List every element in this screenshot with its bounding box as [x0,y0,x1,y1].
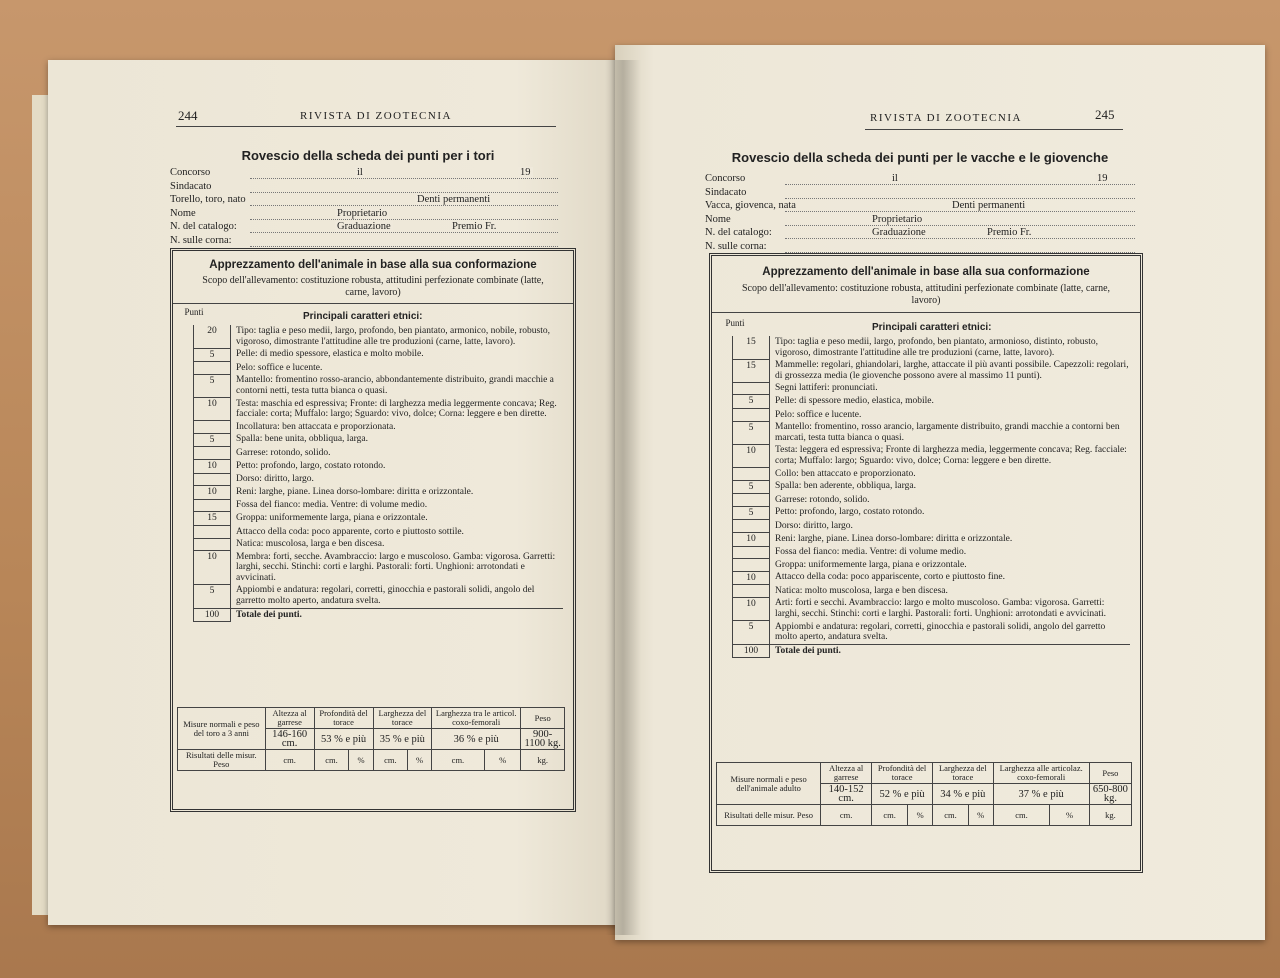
points-margin [718,559,733,572]
measures-value: 53 % e più [314,729,373,750]
left-score-box [170,248,576,812]
right-criteria-table [718,336,1130,658]
criteria-text: Collo: ben attaccato e proporzionato. [775,468,916,479]
points-margin [179,433,194,447]
criteria-text: Groppa: uniformemente larga, piana e orizzontale. [775,559,967,570]
points-value [194,473,231,486]
measures-unit: cm. [993,805,1050,826]
points-margin [179,512,194,526]
measures-value: 140-152 cm. [821,784,872,805]
left-col-caratteri: Principali caratteri etnici: [303,311,423,322]
points-margin [179,348,194,362]
measures-header: Profondità del torace [872,763,933,784]
criteria-text: Petto: profondo, largo, costato rotondo. [775,507,925,518]
measures-value: 34 % e più [933,784,993,805]
measures-unit: % [349,750,373,771]
criteria-text: Appiombi e andatura: regolari, corretti, ginocchia e pastorali solidi, angolo del garretto molto aperto, andatura svelta. [236,585,535,607]
form-mid-label: Graduazione [872,227,926,238]
points-value: 5 [733,480,770,494]
points-margin [179,538,194,551]
criteria-row [179,348,563,362]
form-right-label: Denti permanenti [952,200,1026,211]
points-value: 5 [733,506,770,520]
criteria-text: Pelle: di spessore medio, elastica, mobile. [775,395,934,406]
points-margin [179,460,194,474]
measures-header-row [717,763,1132,784]
criteria-text: Spalla: bene unita, obbliqua, larga. [236,434,368,445]
form-dotted-line [785,184,1135,185]
points-margin [718,421,733,444]
criteria-row [179,473,563,486]
measures-value: 36 % e più [432,729,521,750]
form-label: Vacca, giovenca, nata [705,200,796,211]
criteria-text: Mantello: fromentino rosso-arancio, abbondantemente distribuito, grandi macchie a contorni netti, testa tutta bianca o quasi. [236,375,554,396]
form-mid-label: Graduazione [337,221,391,232]
points-value: 10 [733,571,770,585]
measures-value: 650-800 kg. [1089,784,1131,805]
criteria-text: Dorso: diritto, largo. [236,474,314,485]
points-value: 10 [194,398,231,421]
form-label: Nome [170,207,196,219]
points-margin [718,644,733,658]
points-value [194,538,231,551]
header-rule [176,126,556,127]
points-value: 5 [194,348,231,362]
form-dotted-line [250,178,558,179]
measures-header: Larghezza del torace [373,708,431,729]
points-margin [718,585,733,598]
form-mid-label: Proprietario [337,207,388,219]
header-rule [865,129,1123,130]
criteria-row [718,520,1130,533]
form-year-label: 19 [520,167,531,178]
right-page-number: 245 [1095,107,1115,122]
measures-header: Altezza al garrese [821,763,872,784]
criteria-text: Spalla: ben aderente, obbliqua, larga. [775,481,916,492]
points-margin [179,608,194,622]
criteria-row [718,597,1130,620]
points-margin [179,473,194,486]
right-box-title: Apprezzamento dell'animale in base alla sua conformazione [762,266,1090,278]
points-margin [718,533,733,547]
form-dotted-line [785,225,1135,226]
criteria-row [718,585,1130,598]
form-dotted-line [785,238,1135,239]
points-value: 5 [194,374,231,397]
criteria-row [718,621,1130,645]
criteria-text: Petto: profondo, largo, costato rotondo. [236,460,386,471]
points-margin [179,551,194,585]
form-dotted-line [250,192,558,193]
open-book [30,40,1262,945]
points-value [733,382,770,395]
criteria-text: Segni lattiferi: pronunciati. [775,383,878,394]
points-value: 15 [733,336,770,359]
points-value: 15 [194,512,231,526]
criteria-text: Appiombi e andatura: regolari, corretti, ginocchia e pastorali solidi, angolo del garretto molto aperto, andatura svelta. [775,621,1106,643]
points-value: 10 [194,460,231,474]
form-dotted-line [250,219,558,220]
criteria-text: Testa: leggera ed espressiva; Fronte di larghezza media, leggermente concava; Reg. facciale: corta; Muffalo: largo; Sguardo: vivo, dolce; Corna: leggere e ben dirette. [775,445,1127,466]
points-margin [718,571,733,585]
criteria-row [179,362,563,375]
points-margin [718,506,733,520]
criteria-row [179,421,563,434]
left-box-title: Apprezzamento dell'animale in base alla sua conformazione [209,259,537,271]
criteria-text: Groppa: uniformemente larga, piana e orizzontale. [236,512,428,523]
form-mid-label: il [357,167,363,178]
criteria-text: Totale dei punti. [231,608,564,622]
points-value: 10 [194,551,231,585]
right-col-punti: Punti [725,318,745,328]
criteria-text: Fossa del fianco: media. Ventre: di volume medio. [236,500,428,511]
right-page [615,45,1265,940]
points-margin [179,398,194,421]
points-value [194,526,231,539]
points-value: 10 [733,444,770,467]
points-margin [179,374,194,397]
points-margin [718,480,733,494]
criteria-text: Natica: muscolosa, larga e ben discesa. [236,539,385,550]
criteria-text: Dorso: diritto, largo. [775,520,853,531]
points-value: 15 [733,359,770,382]
measures-results-row [717,805,1132,826]
criteria-row [718,494,1130,507]
points-margin [718,382,733,395]
points-margin [179,584,194,608]
criteria-text: Arti: forti e secchi. Avambraccio: largo e molto muscoloso. Gamba: vigorosa. Garretti: larghi, secchi. Stinchi: corti e larghi. Pastorali: forti. Unghioni: arrotondati e avvicinati. [775,598,1107,620]
measures-unit: cm. [432,750,485,771]
form-label: N. sulle corna: [705,240,767,252]
measures-unit: cm. [265,750,314,771]
form-year-label: 19 [1097,173,1108,184]
points-value: 10 [733,533,770,547]
criteria-row [179,499,563,512]
criteria-row [718,480,1130,494]
form-label: N. del catalogo: [170,221,237,232]
points-value [733,468,770,481]
points-value: 5 [194,433,231,447]
measures-value: 146-160 cm. [265,729,314,750]
criteria-row [179,433,563,447]
measures-unit: % [968,805,993,826]
criteria-row [718,382,1130,395]
points-margin [718,546,733,559]
criteria-row [718,506,1130,520]
criteria-text: Tipo: taglia e peso medii, largo, profondo, ben piantato, armonico, nobile, robusto, vigoroso, dimostrante l'attitudine alle tre produzioni (carne, latte, lavoro). [236,326,550,347]
measures-unit: % [484,750,521,771]
form-label: Torello, toro, nato [170,194,246,205]
points-value [733,559,770,572]
measures-unit: % [408,750,432,771]
points-margin [179,526,194,539]
form-label: Sindacato [705,186,747,198]
measures-unit: kg. [521,750,565,771]
criteria-row [718,336,1130,359]
points-value [194,447,231,460]
points-margin [179,499,194,512]
form-dotted-line [785,211,1135,212]
criteria-row [179,486,563,500]
form-label: Concorso [705,173,746,184]
points-value: 5 [733,621,770,645]
measures-result-label: Risultati delle misur. Peso [717,805,821,826]
measures-header: Altezza al garrese [265,708,314,729]
points-value [194,421,231,434]
measures-unit: cm. [933,805,969,826]
measures-unit: % [1050,805,1089,826]
form-mid-label: il [892,173,898,184]
measures-unit: cm. [821,805,872,826]
points-value: 10 [194,486,231,500]
points-margin [718,409,733,422]
right-title: Rovescio della scheda dei punti per le vacche e le giovenche [731,150,1109,165]
criteria-row [179,325,563,348]
left-col-punti: Punti [184,307,204,317]
points-margin [718,359,733,382]
measures-unit: kg. [1089,805,1131,826]
points-value [194,362,231,375]
points-margin [179,325,194,348]
measures-header: Larghezza del torace [933,763,993,784]
left-box-subtitle: Scopo dell'allevamento: costituzione robusta, attitudini perfezionate combinate (latte, carne, lavoro) [202,275,544,298]
criteria-row [718,644,1130,658]
measures-header: Larghezza tra le articol. coxo-femorali [432,708,521,729]
measures-value: 35 % e più [373,729,431,750]
measures-results-row [178,750,565,771]
right-box-subtitle: Scopo dell'allevamento: costituzione robusta, attitudini perfezionate combinate (latte, carne, lavoro) [741,283,1111,306]
criteria-row [179,608,563,622]
criteria-row [718,444,1130,467]
right-col-caratteri: Principali caratteri etnici: [872,322,992,333]
points-margin [718,444,733,467]
points-margin [718,621,733,645]
left-criteria-table [179,325,563,622]
left-page-number: 244 [178,108,198,123]
points-value: 100 [194,608,231,622]
points-margin [718,336,733,359]
criteria-text: Testa: maschia ed espressiva; Fronte: di larghezza media leggermente concava; Reg. facciale: corta; Muffalo: largo; Sguardo: vivo, dolce; Corna: leggere e ben dirette. [236,398,557,420]
points-margin [179,486,194,500]
criteria-text: Totale dei punti. [770,644,1131,658]
points-value [733,494,770,507]
form-dotted-line [250,246,558,247]
right-running-head: RIVISTA DI ZOOTECNIA [870,112,1022,124]
points-value: 100 [733,644,770,658]
criteria-text: Mammelle: regolari, ghiandolari, larghe, attaccate il più avanti possibile. Capezzoli: regolari, di grossezza media (le giovenche possono avere al massimo 11 punti). [775,360,1129,381]
measures-value: 900-1100 kg. [521,729,565,750]
measures-value: 52 % e più [872,784,933,805]
criteria-text: Garrese: rotondo, solido. [236,447,331,458]
criteria-text: Pelo: soffice e lucente. [775,409,862,420]
left-running-head: RIVISTA DI ZOOTECNIA [300,110,452,122]
criteria-text: Incollatura: ben attaccata e proporzionata. [236,421,396,432]
form-dotted-line [250,232,558,233]
form-right-label: Premio Fr. [987,227,1032,238]
points-value [733,520,770,533]
criteria-row [179,398,563,421]
criteria-row [179,584,563,608]
criteria-text: Reni: larghe, piane. Linea dorso-lombare: diritta e orizzontale. [775,533,1013,544]
criteria-row [718,421,1130,444]
points-margin [179,421,194,434]
points-margin [718,395,733,409]
form-mid-label: Proprietario [872,213,923,225]
form-right-label: Denti permanenti [417,194,491,205]
criteria-text: Attacco della coda: poco apparente, corto e piuttosto sottile. [236,526,464,537]
measures-result-label: Risultati delle misur. Peso [178,750,266,771]
book-spine-shadow [605,60,641,935]
criteria-text: Reni: larghe, piane. Linea dorso-lombare: diritta e orizzontale. [236,486,474,497]
measures-row-label: Misure normali e peso del toro a 3 anni [178,708,266,750]
points-margin [179,447,194,460]
points-margin [718,494,733,507]
criteria-row [179,538,563,551]
points-value: 20 [194,325,231,348]
right-measures-table [716,762,1132,826]
criteria-row [718,533,1130,547]
criteria-text: Tipo: taglia e peso medii, largo, profondo, ben piantato, armonioso, distinto, robusto, vigoroso, dimostrante l'attitudine alle tre produzioni (carne, latte, lavoro). [775,337,1098,358]
criteria-text: Pelo: soffice e lucente. [236,362,323,373]
criteria-text: Mantello: fromentino, rosso arancio, largamente distribuito, grandi macchie a contorni ben marcati, testa tutta bianca o quasi. [775,422,1120,443]
criteria-row [179,374,563,397]
form-label: Concorso [170,167,211,178]
form-label: N. del catalogo: [705,227,772,238]
criteria-row [179,526,563,539]
criteria-text: Garrese: rotondo, solido. [775,494,870,505]
criteria-text: Pelle: di medio spessore, elastica e molto mobile. [236,349,424,360]
criteria-text: Natica: molto muscolosa, larga e ben discesa. [775,585,948,596]
measures-value: 37 % e più [993,784,1089,805]
measures-unit: cm. [314,750,349,771]
form-label: N. sulle corna: [170,234,232,246]
criteria-row [718,409,1130,422]
measures-header: Profondità del torace [314,708,373,729]
form-label: Nome [705,213,731,225]
criteria-text: Membra: forti, secche. Avambraccio: largo e muscoloso. Gamba: vigorosa. Garretti: larghi, secchi. Stinchi: corti e larghi. Pastorali: forti. Unghioni: arrotondati e avvicinati. [236,551,556,583]
measures-row-label: Misure normali e peso dell'animale adulto [717,763,821,805]
left-title: Rovescio della scheda dei punti per i tori [241,148,495,163]
points-value [733,585,770,598]
points-margin [179,362,194,375]
form-dotted-line [250,205,558,206]
form-label: Sindacato [170,180,212,192]
points-value [194,499,231,512]
criteria-row [718,571,1130,585]
points-margin [718,597,733,620]
criteria-row [179,460,563,474]
criteria-row [179,512,563,526]
measures-header-row [178,708,565,729]
left-page [48,60,633,925]
points-margin [718,520,733,533]
measures-unit: cm. [872,805,908,826]
criteria-row [179,447,563,460]
criteria-text: Fossa del fianco: media. Ventre: di volume medio. [775,547,967,558]
criteria-row [718,395,1130,409]
measures-header: Larghezza alle articolaz. coxo-femorali [993,763,1089,784]
criteria-row [718,359,1130,382]
points-value: 5 [194,584,231,608]
points-value: 5 [733,421,770,444]
form-right-label: Premio Fr. [452,221,497,232]
right-score-box [709,253,1143,873]
criteria-row [718,468,1130,481]
form-dotted-line [785,198,1135,199]
points-value [733,409,770,422]
criteria-row [718,559,1130,572]
measures-unit: cm. [373,750,408,771]
measures-unit: % [908,805,933,826]
left-measures-table [177,707,565,771]
criteria-row [718,546,1130,559]
points-value [733,546,770,559]
points-value: 10 [733,597,770,620]
criteria-row [179,551,563,585]
criteria-text: Attacco della coda: poco appariscente, corto e piuttosto fine. [775,572,1006,583]
points-value: 5 [733,395,770,409]
measures-header: Peso [521,708,565,729]
points-margin [718,468,733,481]
measures-header: Peso [1089,763,1131,784]
